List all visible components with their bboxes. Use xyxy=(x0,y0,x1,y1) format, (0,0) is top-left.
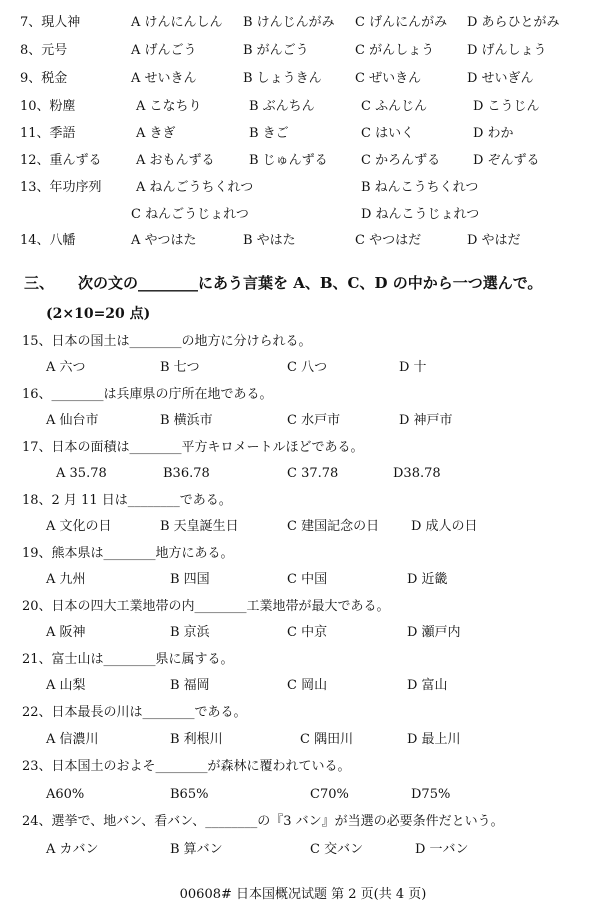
option-d: D75% xyxy=(411,787,451,802)
option-c: C ねんごうじょれつ xyxy=(131,207,249,222)
option-c: C ぜいきん xyxy=(355,71,422,86)
option-d: D あらひとがみ xyxy=(467,15,560,30)
option-b: B36.78 xyxy=(163,466,210,481)
option-c: C 建国記念の日 xyxy=(287,519,380,534)
option-a: A 阪神 xyxy=(46,625,86,640)
option-b: B しょうきん xyxy=(243,71,322,86)
question-stem: 23、日本国土のおよそ________が森林に覆われている。 xyxy=(22,759,351,774)
option-c: C 中国 xyxy=(287,572,328,587)
section-score-row xyxy=(0,303,606,325)
section-score: (2×10=20 点) xyxy=(46,306,151,322)
option-b: B やはた xyxy=(243,233,296,248)
option-a: A 35.78 xyxy=(56,466,107,481)
option-b: B ぶんちん xyxy=(249,99,315,114)
option-b: B 京浜 xyxy=(170,625,210,640)
option-a: A 信濃川 xyxy=(46,732,99,747)
question-stem: 22、日本最長の川は________である。 xyxy=(22,705,247,720)
footer-text: 00608# 日本国概况试题 第 2 页(共 4 页) xyxy=(179,887,427,902)
option-b: B 福岡 xyxy=(170,678,210,693)
option-d: D 神戸市 xyxy=(399,413,453,428)
reading-item-9 xyxy=(0,69,606,89)
option-b: B65% xyxy=(170,787,209,802)
option-b: B 七つ xyxy=(160,360,200,375)
section-heading xyxy=(0,271,606,295)
item-number: 14、八幡 xyxy=(20,233,76,248)
option-b: B きご xyxy=(249,126,289,141)
section-instruction: 次の文の________にあう言葉を A、B、C、D の中から一つ選んで。 xyxy=(78,274,543,292)
option-b: B 天皇誕生日 xyxy=(160,519,239,534)
item-number: 10、粉塵 xyxy=(20,99,76,114)
option-c: C ふんじん xyxy=(361,99,428,114)
option-b: B がんごう xyxy=(243,43,309,58)
question-stem: 16、________は兵庫県の庁所在地である。 xyxy=(22,387,273,402)
option-b: B 横浜市 xyxy=(160,413,213,428)
option-d: D 近畿 xyxy=(407,572,448,587)
section-number: 三、 xyxy=(24,274,55,292)
option-c: C かろんずる xyxy=(361,153,441,168)
reading-item-12 xyxy=(0,151,606,171)
option-b: B けんじんがみ xyxy=(243,15,335,30)
option-a: A カバン xyxy=(46,842,99,857)
question-stem: 21、富士山は________県に属する。 xyxy=(22,652,234,667)
reading-item-7 xyxy=(0,13,606,33)
item-number: 11、季語 xyxy=(20,126,76,141)
option-d: D ねんこうじょれつ xyxy=(361,207,480,222)
reading-item-14 xyxy=(0,231,606,251)
option-a: A 九州 xyxy=(46,572,86,587)
reading-item-13-continued xyxy=(0,205,606,225)
question-stem: 15、日本の国土は________の地方に分けられる。 xyxy=(22,334,312,349)
option-d: D 十 xyxy=(399,360,427,375)
option-d: D 最上川 xyxy=(407,732,461,747)
question-stem: 24、選挙で、地バン、看バン、________の『3 バン』が当選の必要条件だという。 xyxy=(22,814,504,829)
option-b: B 四国 xyxy=(170,572,210,587)
question-stem: 20、日本の四大工業地帯の内________工業地帯が最大である。 xyxy=(22,599,390,614)
option-a: A 文化の日 xyxy=(46,519,112,534)
item-number: 12、重んずる xyxy=(20,153,102,168)
option-d: D せいぎん xyxy=(467,71,534,86)
option-c: C がんしょう xyxy=(355,43,435,58)
option-d: D38.78 xyxy=(393,466,441,481)
option-a: A 六つ xyxy=(46,360,86,375)
option-b: B ねんこうちくれつ xyxy=(361,180,479,195)
reading-item-10 xyxy=(0,97,606,117)
option-c: C 37.78 xyxy=(287,466,339,481)
option-d: D こうじん xyxy=(473,99,540,114)
option-c: C 交バン xyxy=(310,842,364,857)
item-number: 9、税金 xyxy=(20,71,68,86)
option-d: D やはだ xyxy=(467,233,521,248)
option-d: D 瀬戸内 xyxy=(407,625,461,640)
option-b: B 利根川 xyxy=(170,732,223,747)
option-a: A おもんずる xyxy=(136,153,215,168)
item-number: 8、元号 xyxy=(20,43,68,58)
option-d: D わか xyxy=(473,126,514,141)
question-stem: 18、2 月 11 日は________である。 xyxy=(22,493,232,508)
option-d: D 成人の日 xyxy=(411,519,478,534)
page-footer xyxy=(0,885,606,905)
question-stem: 19、熊本県は________地方にある。 xyxy=(22,546,234,561)
question-stem: 17、日本の面積は________平方キロメートルほどである。 xyxy=(22,440,364,455)
option-d: D げんしょう xyxy=(467,43,547,58)
option-b: B 算バン xyxy=(170,842,223,857)
option-c: C 水戸市 xyxy=(287,413,341,428)
option-a: A 山梨 xyxy=(46,678,86,693)
option-c: C はいく xyxy=(361,126,415,141)
option-c: C 隅田川 xyxy=(300,732,354,747)
option-c: C 岡山 xyxy=(287,678,328,693)
option-d: D 一バン xyxy=(415,842,469,857)
option-a: A せいきん xyxy=(131,71,197,86)
reading-item-13 xyxy=(0,178,606,198)
option-d: D 富山 xyxy=(407,678,448,693)
option-a: A60% xyxy=(46,787,85,802)
item-number: 13、年功序列 xyxy=(20,180,102,195)
reading-item-11 xyxy=(0,124,606,144)
option-c: C やつはだ xyxy=(355,233,422,248)
option-c: C 中京 xyxy=(287,625,328,640)
reading-item-8 xyxy=(0,41,606,61)
option-a: A きぎ xyxy=(136,126,176,141)
option-a: A げんごう xyxy=(131,43,197,58)
option-a: A 仙台市 xyxy=(46,413,99,428)
option-a: A ねんごうちくれつ xyxy=(136,180,254,195)
option-c: C70% xyxy=(310,787,349,802)
option-a: A けんにんしん xyxy=(131,15,223,30)
option-d: D ぞんずる xyxy=(473,153,540,168)
option-a: A やつはた xyxy=(131,233,197,248)
option-a: A こなちり xyxy=(136,99,202,114)
item-number: 7、現人神 xyxy=(20,15,81,30)
option-c: C 八つ xyxy=(287,360,328,375)
option-b: B じゅんずる xyxy=(249,153,328,168)
option-c: C げんにんがみ xyxy=(355,15,448,30)
